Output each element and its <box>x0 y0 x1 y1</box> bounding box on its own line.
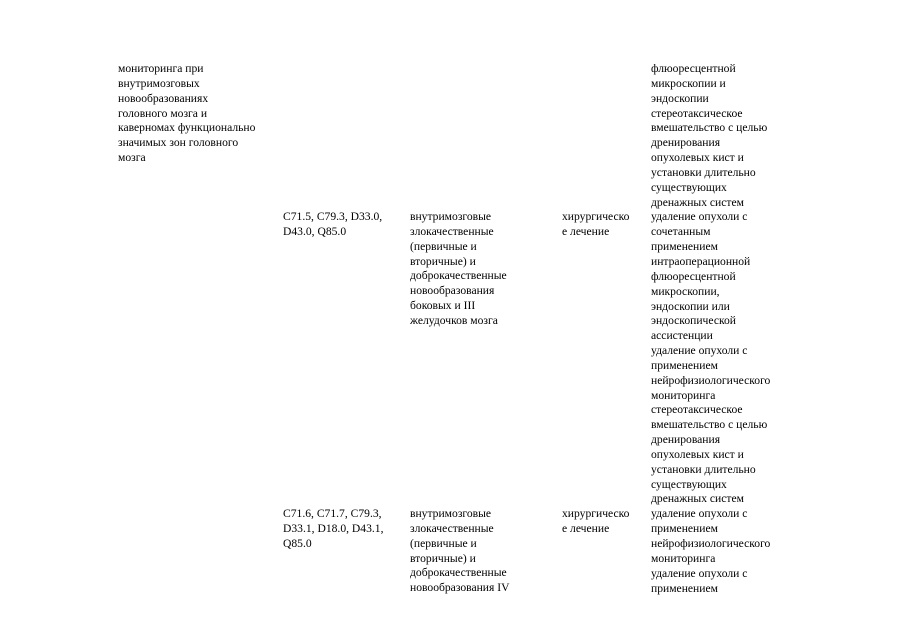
text-line: мониторинга <box>651 388 716 402</box>
text-line: е лечение <box>562 224 610 238</box>
text-line: удаление опухоли с <box>651 210 748 224</box>
text-line: эндоскопической <box>651 314 737 328</box>
text-line: дренажных систем <box>651 195 744 209</box>
text-line: желудочков мозга <box>410 313 498 327</box>
text-line: удаление опухоли с <box>651 566 748 580</box>
text-line: дренирования <box>651 136 721 150</box>
text-line: удаление опухоли с <box>651 344 748 358</box>
text-line: мониторинга при <box>118 62 204 75</box>
text-line: эндоскопии или <box>651 299 730 313</box>
text-line: Q85.0 <box>283 536 312 550</box>
text-line: дренажных систем <box>651 492 744 506</box>
icd-codes-row-2 <box>283 507 383 552</box>
text-line: установки длительно <box>651 165 756 179</box>
disease-row-2 <box>410 507 509 596</box>
text-line: эндоскопии <box>651 91 709 105</box>
text-line: новообразования <box>410 284 495 298</box>
text-line: флюоресцентной <box>651 269 736 283</box>
text-line: дренирования <box>651 433 721 447</box>
text-line: стереотаксическое <box>651 403 743 417</box>
text-line: доброкачественные <box>410 566 507 580</box>
treatment-type-row-2 <box>562 507 629 537</box>
text-line: интраоперационной <box>651 254 751 268</box>
text-line: хирургическо <box>562 507 630 520</box>
disease-row-1 <box>410 210 507 329</box>
text-line: микроскопии, <box>651 284 720 298</box>
text-line: C71.6, C71.7, C79.3, <box>283 507 382 520</box>
text-line: вторичные) и <box>410 551 476 565</box>
text-line: удаление опухоли с <box>651 507 748 521</box>
text-line: значимых зон головного <box>118 136 239 150</box>
text-line: D43.0, Q85.0 <box>283 224 347 238</box>
text-line: D33.1, D18.0, D43.1, <box>283 521 384 535</box>
text-line: вторичные) и <box>410 254 476 268</box>
treatment-methods-text <box>651 62 770 596</box>
text-line: новообразования IV <box>410 581 510 595</box>
text-line: микроскопии и <box>651 76 726 90</box>
text-line: злокачественные <box>410 521 494 535</box>
text-line: опухолевых кист и <box>651 447 744 461</box>
text-line: нейрофизиологического <box>651 537 771 550</box>
text-line: нейрофизиологического <box>651 373 771 387</box>
text-line: вмешательство с целью <box>651 418 768 432</box>
text-line: мониторинга <box>651 551 716 565</box>
text-line: применением <box>651 240 718 254</box>
text-line: мозга <box>118 151 146 165</box>
text-line: применением <box>651 358 718 372</box>
text-line: применением <box>651 522 718 536</box>
text-line: (первичные и <box>410 536 477 550</box>
text-line: стереотаксическое <box>651 106 743 120</box>
text-line: внутримозговые <box>410 210 492 223</box>
text-line: злокачественные <box>410 224 494 238</box>
text-line: применением <box>651 581 718 595</box>
text-line: доброкачественные <box>410 269 507 283</box>
text-line: вмешательство с целью <box>651 121 768 135</box>
text-line: флюоресцентной <box>651 62 736 75</box>
text-line: опухолевых кист и <box>651 151 744 165</box>
text-line: (первичные и <box>410 239 477 253</box>
indication-text <box>118 62 255 166</box>
text-line: головного мозга и <box>118 106 208 120</box>
text-line: установки длительно <box>651 462 756 476</box>
treatment-type-row-1 <box>562 210 629 240</box>
text-line: е лечение <box>562 521 610 535</box>
text-line: внутримозговых <box>118 76 200 90</box>
text-line: ассистенции <box>651 329 713 343</box>
text-line: внутримозговые <box>410 507 492 520</box>
text-line: каверномах функционально <box>118 121 256 135</box>
text-line: существующих <box>651 180 727 194</box>
text-line: C71.5, C79.3, D33.0, <box>283 210 383 223</box>
text-line: новообразованиях <box>118 91 209 105</box>
text-line: боковых и III <box>410 299 476 313</box>
text-line: хирургическо <box>562 210 630 223</box>
text-line: сочетанным <box>651 225 711 239</box>
text-line: существующих <box>651 477 727 491</box>
icd-codes-row-1 <box>283 210 382 240</box>
